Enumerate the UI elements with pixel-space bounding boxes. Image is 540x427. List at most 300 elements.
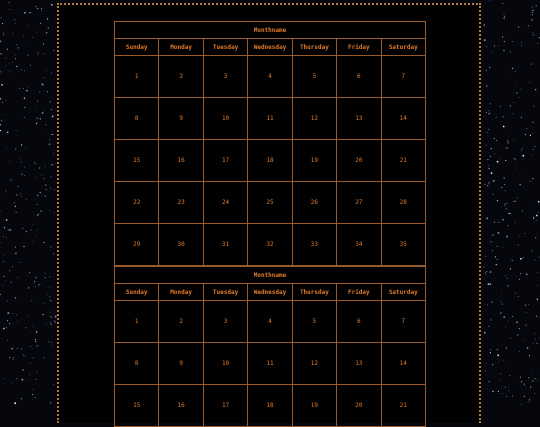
star: [52, 134, 53, 135]
day-cell[interactable]: 12: [292, 98, 336, 140]
star: [505, 190, 506, 191]
star: [7, 340, 8, 341]
star: [521, 42, 522, 43]
star: [504, 205, 505, 206]
star: [537, 343, 538, 344]
star: [1, 72, 2, 73]
star: [522, 155, 524, 157]
star: [37, 214, 38, 215]
star: [36, 331, 38, 333]
star: [519, 97, 520, 98]
star: [40, 23, 41, 24]
day-cell[interactable]: 13: [337, 98, 381, 140]
weekday-header: Tuesday: [203, 284, 247, 301]
day-cell[interactable]: 1: [115, 301, 159, 343]
day-cell[interactable]: 5: [292, 56, 336, 98]
day-cell[interactable]: 21: [381, 140, 425, 182]
star: [533, 149, 534, 150]
day-cell[interactable]: 17: [203, 140, 247, 182]
day-cell[interactable]: 17: [203, 385, 247, 427]
star: [507, 285, 508, 286]
star: [28, 316, 29, 317]
star: [501, 303, 503, 305]
star: [35, 341, 36, 342]
star: [498, 148, 499, 149]
star: [12, 266, 13, 267]
star: [7, 49, 8, 50]
star: [484, 24, 485, 25]
star: [37, 372, 38, 373]
star: [486, 218, 488, 220]
star: [23, 35, 24, 36]
star: [510, 268, 511, 269]
star: [531, 19, 533, 21]
day-cell[interactable]: 7: [381, 56, 425, 98]
star: [42, 195, 43, 196]
star: [15, 206, 16, 207]
star: [523, 384, 524, 385]
star: [32, 394, 33, 395]
star: [485, 256, 486, 257]
day-cell[interactable]: 2: [159, 301, 203, 343]
star: [33, 325, 34, 326]
star: [24, 167, 25, 168]
star: [524, 396, 525, 397]
week-row: [115, 56, 426, 98]
star: [504, 184, 505, 185]
star: [489, 110, 490, 111]
star: [494, 138, 495, 139]
week-row: [115, 385, 426, 427]
star: [484, 184, 485, 185]
star: [41, 175, 42, 176]
day-cell[interactable]: 19: [292, 385, 336, 427]
star: [499, 380, 500, 381]
star: [532, 155, 533, 156]
star: [15, 149, 16, 150]
weekday-header: Saturday: [381, 39, 425, 56]
star: [507, 278, 508, 279]
star: [503, 17, 504, 18]
week-row: [115, 301, 426, 343]
star: [54, 358, 55, 359]
star: [538, 338, 539, 339]
day-cell[interactable]: 8: [115, 98, 159, 140]
star: [33, 241, 34, 242]
weekday-header: Wednesday: [248, 39, 292, 56]
star: [5, 100, 6, 101]
star: [52, 116, 54, 118]
star: [12, 62, 13, 63]
star: [52, 344, 53, 345]
star: [486, 46, 487, 47]
star: [537, 299, 538, 300]
day-cell[interactable]: 20: [337, 385, 381, 427]
day-cell[interactable]: 16: [159, 385, 203, 427]
star: [14, 19, 15, 20]
star: [45, 185, 46, 186]
star: [9, 63, 10, 64]
star: [488, 153, 489, 154]
day-cell[interactable]: 16: [159, 140, 203, 182]
star: [27, 87, 28, 88]
month-title: Monthname: [115, 22, 426, 39]
star: [4, 378, 5, 379]
star: [7, 320, 8, 321]
star: [9, 9, 10, 10]
star: [521, 45, 522, 46]
star: [6, 148, 7, 149]
star: [37, 215, 38, 216]
star: [37, 54, 38, 55]
day-cell[interactable]: 25: [248, 182, 292, 224]
star: [491, 148, 492, 149]
day-cell[interactable]: 20: [337, 140, 381, 182]
star: [7, 132, 9, 134]
star: [24, 97, 25, 98]
day-cell[interactable]: 7: [381, 301, 425, 343]
star: [8, 2, 9, 3]
star: [27, 25, 28, 26]
day-cell[interactable]: 10: [203, 98, 247, 140]
weekday-header: Thursday: [292, 39, 336, 56]
star: [24, 117, 25, 118]
star: [51, 342, 52, 343]
star: [16, 66, 17, 67]
star: [507, 225, 508, 226]
star: [49, 287, 50, 288]
star: [18, 186, 19, 187]
day-cell[interactable]: 22: [115, 182, 159, 224]
day-cell[interactable]: 30: [159, 224, 203, 266]
star: [490, 352, 491, 353]
star: [529, 82, 530, 83]
star: [16, 194, 17, 195]
star: [2, 102, 3, 103]
star: [514, 158, 515, 159]
star: [484, 39, 486, 41]
day-cell[interactable]: 33: [292, 224, 336, 266]
day-cell[interactable]: 19: [292, 140, 336, 182]
star: [493, 234, 494, 235]
weekday-header: Friday: [337, 39, 381, 56]
star: [6, 219, 8, 221]
day-cell[interactable]: 32: [248, 224, 292, 266]
star: [14, 402, 16, 404]
day-cell[interactable]: 9: [159, 343, 203, 385]
day-cell[interactable]: 4: [248, 56, 292, 98]
star: [51, 176, 52, 177]
star: [50, 402, 51, 403]
star: [15, 253, 17, 255]
star: [491, 241, 492, 242]
day-cell[interactable]: 15: [115, 140, 159, 182]
weekday-header: Monday: [159, 284, 203, 301]
day-cell[interactable]: 2: [159, 56, 203, 98]
star: [50, 187, 51, 188]
star: [38, 284, 39, 285]
star: [522, 210, 523, 211]
star: [0, 98, 1, 99]
star: [503, 247, 504, 248]
star: [39, 167, 40, 168]
star: [49, 210, 50, 211]
star: [534, 260, 535, 261]
star: [486, 145, 487, 146]
star: [42, 112, 43, 113]
star: [44, 77, 45, 78]
star: [51, 324, 52, 325]
star: [498, 232, 500, 234]
star: [532, 250, 533, 251]
star: [10, 71, 11, 72]
star: [28, 287, 29, 288]
star: [512, 396, 513, 397]
star: [27, 275, 28, 276]
star: [7, 312, 9, 314]
star: [538, 285, 539, 286]
star: [519, 328, 520, 329]
star: [506, 236, 507, 237]
star: [503, 14, 504, 15]
day-cell[interactable]: 18: [248, 385, 292, 427]
star: [492, 52, 493, 53]
star: [525, 305, 526, 306]
star: [37, 195, 39, 197]
star: [497, 259, 498, 260]
star: [23, 355, 24, 356]
star: [30, 346, 31, 347]
star: [492, 364, 493, 365]
star: [15, 247, 16, 248]
day-cell[interactable]: 11: [248, 343, 292, 385]
star: [16, 212, 17, 213]
star: [490, 103, 491, 104]
star: [507, 148, 508, 149]
star: [23, 246, 24, 247]
day-cell[interactable]: 28: [381, 182, 425, 224]
star: [5, 191, 6, 192]
star: [503, 116, 504, 117]
star: [522, 148, 523, 149]
star: [510, 375, 511, 376]
star: [0, 210, 1, 211]
day-cell[interactable]: 29: [115, 224, 159, 266]
star: [492, 250, 493, 251]
star: [35, 286, 36, 287]
star: [9, 323, 10, 324]
weekday-header: Tuesday: [203, 39, 247, 56]
star: [35, 379, 36, 380]
day-cell[interactable]: 23: [159, 182, 203, 224]
star: [35, 163, 36, 164]
star: [40, 118, 41, 119]
star: [2, 23, 3, 24]
star: [508, 213, 509, 214]
star: [510, 51, 511, 52]
star: [515, 293, 516, 294]
star: [535, 237, 536, 238]
star: [489, 283, 491, 285]
star: [14, 54, 15, 55]
star: [502, 36, 503, 37]
star: [51, 109, 52, 110]
star: [34, 162, 35, 163]
star: [536, 220, 537, 221]
star: [484, 332, 486, 334]
day-cell[interactable]: 34: [337, 224, 381, 266]
day-cell[interactable]: 3: [203, 56, 247, 98]
star: [494, 154, 495, 155]
day-cell[interactable]: 6: [337, 56, 381, 98]
star: [46, 324, 47, 325]
week-row: [115, 182, 426, 224]
star: [487, 388, 488, 389]
star: [533, 217, 534, 218]
star: [490, 156, 491, 157]
star: [34, 283, 35, 284]
star: [506, 396, 507, 397]
star: [512, 68, 513, 69]
star: [38, 52, 39, 53]
star: [519, 351, 520, 352]
star: [532, 14, 533, 15]
star: [6, 237, 7, 238]
star: [505, 276, 506, 277]
day-cell[interactable]: 27: [337, 182, 381, 224]
star: [520, 273, 521, 274]
day-cell[interactable]: 8: [115, 343, 159, 385]
star: [22, 369, 23, 370]
day-cell[interactable]: 31: [203, 224, 247, 266]
star: [9, 270, 10, 271]
star: [494, 45, 495, 46]
star: [530, 386, 531, 387]
weekday-header: Sunday: [115, 284, 159, 301]
star: [515, 201, 516, 202]
star: [21, 379, 23, 381]
star: [497, 200, 498, 201]
star: [516, 322, 517, 323]
star: [33, 348, 34, 349]
star: [513, 92, 514, 93]
day-cell[interactable]: 14: [381, 98, 425, 140]
star: [505, 387, 506, 388]
star: [518, 244, 519, 245]
day-cell[interactable]: 21: [381, 385, 425, 427]
star: [20, 194, 21, 195]
day-cell[interactable]: 9: [159, 98, 203, 140]
day-cell[interactable]: 12: [292, 343, 336, 385]
star: [535, 393, 536, 394]
day-cell[interactable]: 15: [115, 385, 159, 427]
day-cell[interactable]: 14: [381, 343, 425, 385]
star: [500, 374, 501, 375]
star: [493, 374, 494, 375]
star: [533, 343, 534, 344]
star: [7, 300, 8, 301]
star: [21, 144, 22, 145]
star: [37, 345, 38, 346]
star: [19, 158, 20, 159]
star: [4, 227, 5, 228]
day-cell[interactable]: 10: [203, 343, 247, 385]
day-cell[interactable]: 5: [292, 301, 336, 343]
star: [33, 37, 34, 38]
day-cell[interactable]: 35: [381, 224, 425, 266]
star: [15, 297, 16, 298]
day-cell[interactable]: 4: [248, 301, 292, 343]
star: [537, 43, 538, 44]
star: [45, 124, 46, 125]
star: [537, 380, 538, 381]
star: [512, 316, 513, 317]
star: [34, 281, 35, 282]
star: [518, 26, 519, 27]
star: [521, 149, 522, 150]
star: [521, 117, 522, 118]
star: [50, 322, 51, 323]
star: [498, 45, 499, 46]
star: [21, 398, 22, 399]
star: [508, 385, 509, 386]
star: [54, 189, 55, 190]
star: [528, 304, 529, 305]
star: [502, 219, 503, 220]
star: [45, 277, 46, 278]
star: [29, 374, 30, 375]
star: [50, 246, 51, 247]
star: [13, 33, 14, 34]
day-cell[interactable]: 3: [203, 301, 247, 343]
star: [521, 381, 522, 382]
weekday-header: Friday: [337, 284, 381, 301]
day-cell[interactable]: 1: [115, 56, 159, 98]
star: [486, 271, 487, 272]
star: [0, 17, 1, 18]
star: [496, 264, 497, 265]
star: [20, 262, 21, 263]
star: [538, 201, 540, 203]
star: [486, 112, 487, 113]
weekday-header: Thursday: [292, 284, 336, 301]
star: [519, 235, 520, 236]
day-cell[interactable]: 26: [292, 182, 336, 224]
star: [525, 386, 526, 387]
star: [488, 165, 489, 166]
star: [491, 172, 493, 174]
day-cell[interactable]: 13: [337, 343, 381, 385]
star: [522, 212, 523, 213]
star: [536, 215, 538, 217]
star: [517, 197, 518, 198]
star: [490, 349, 491, 350]
star: [35, 6, 36, 7]
day-cell[interactable]: 6: [337, 301, 381, 343]
star: [520, 258, 522, 260]
star: [530, 206, 531, 207]
star: [3, 276, 4, 277]
star: [6, 65, 7, 66]
star: [11, 282, 12, 283]
star: [498, 361, 499, 362]
day-cell[interactable]: 11: [248, 98, 292, 140]
star: [486, 363, 487, 364]
star: [511, 113, 512, 114]
day-cell[interactable]: 24: [203, 182, 247, 224]
day-cell[interactable]: 18: [248, 140, 292, 182]
star: [513, 95, 514, 96]
